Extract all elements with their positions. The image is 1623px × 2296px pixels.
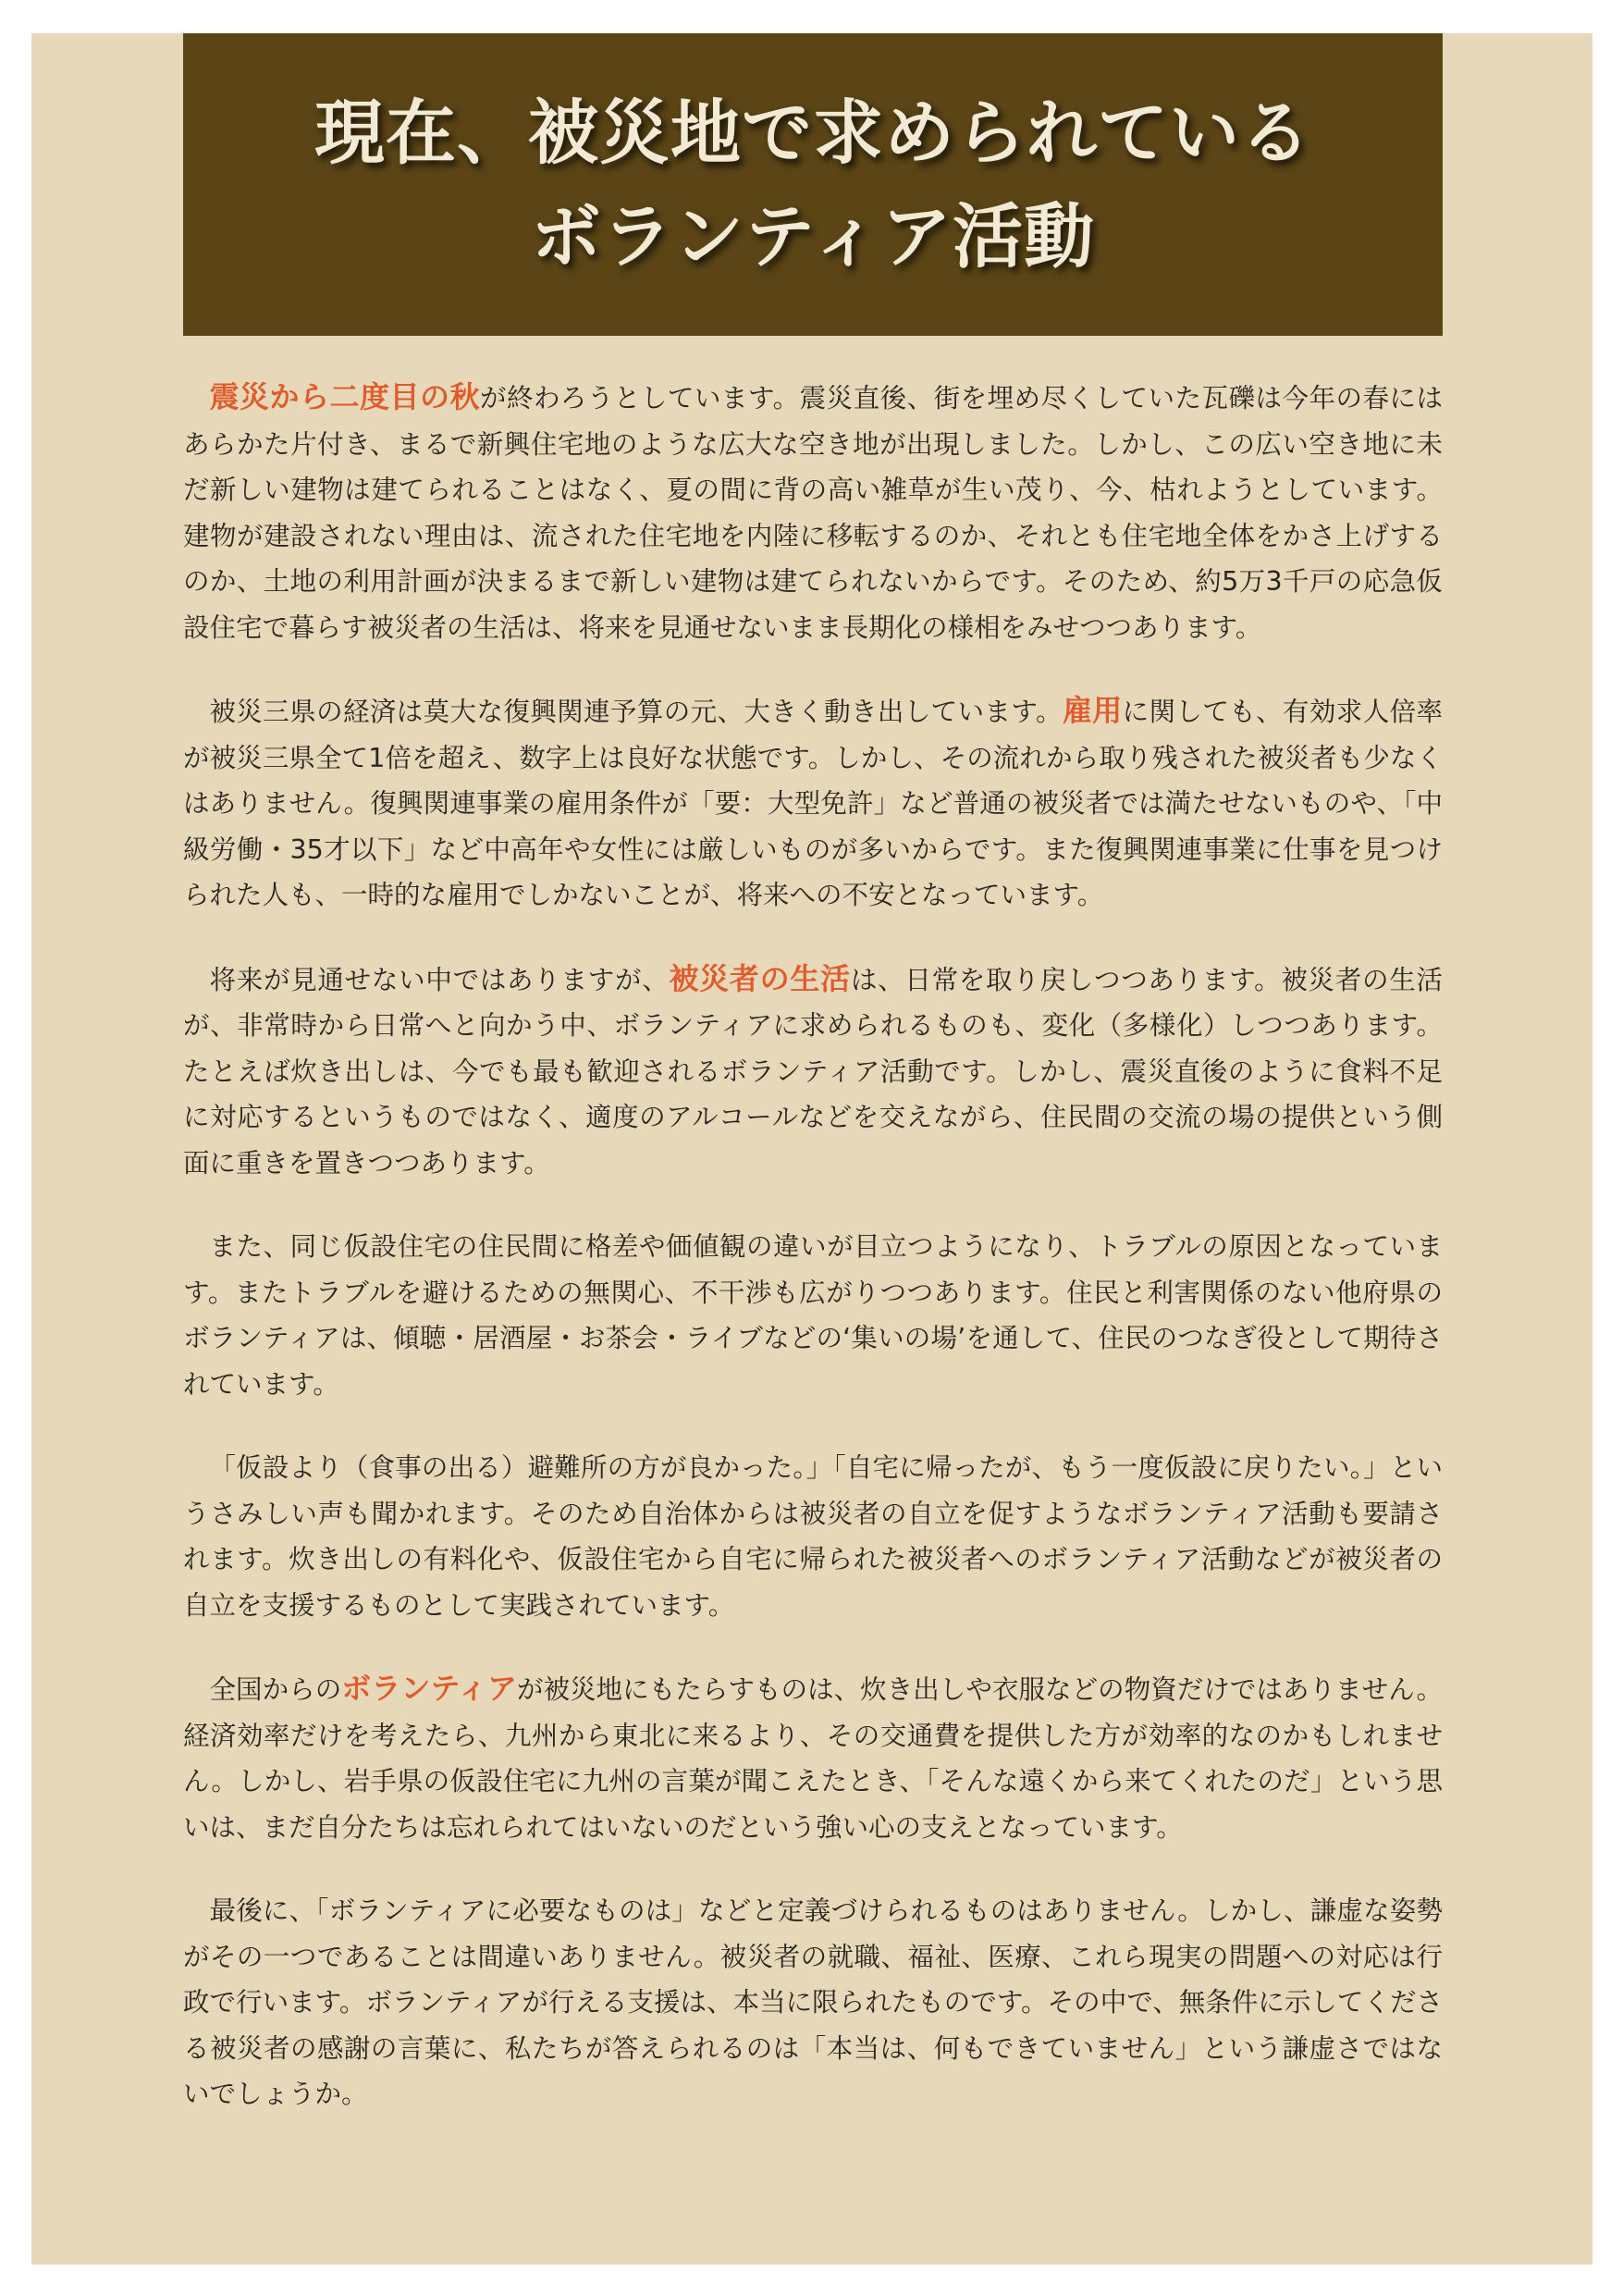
page-title-line-2: ボランティア活動 xyxy=(531,194,1095,278)
paragraph-7 xyxy=(183,1888,1443,2117)
paragraph-1-text-after: が終わろうとしています。震災直後、街を埋め尽くしていた瓦礫は今年の春にはあらかた片付き、まるで新興住宅地のような広大な空き地が出現しました。しかし、この広い空き地に未だ新しい建物は建てられることはなく、夏の間に背の高い雑草が生い茂り、今、枯れようとしています。建物が建設されない理由は、流された住宅地を内陸に移転するのか、それとも住宅地全体をかさ上げするのか、土地の利用計画が決まるまで新しい建物は建てられないからです。そのため、約5万3千戸の応急仮設住宅で暮らす被災者の生活は、将来を見通せないまま長期化の様相をみせつつあります。 xyxy=(183,383,1443,643)
paragraph-6 xyxy=(183,1666,1443,1850)
paragraph-5 xyxy=(183,1445,1443,1628)
paragraph-5-text: 「仮設より（食事の出る）避難所の方が良かった。」「自宅に帰ったが、もう一度仮設に戻りたい。」というさみしい声も聞かれます。そのため自治体からは被災者の自立を促すようなボランティア活動も要請されます。炊き出しの有料化や、仮設住宅から自宅に帰られた被災者へのボランティア活動などが被災者の自立を支援するものとして実践されています。 xyxy=(183,1452,1443,1621)
paragraph-2-text-before: 被災三県の経済は莫大な復興関連予算の元、大きく動き出しています。 xyxy=(209,697,1063,727)
article-body xyxy=(183,375,1443,2155)
title-banner xyxy=(183,33,1443,336)
paragraph-6-text-before: 全国からの xyxy=(209,1674,342,1705)
page-title-line-1: 現在、被災地で求められている xyxy=(314,91,1311,174)
paragraph-6-highlight: ボランティア xyxy=(341,1671,518,1706)
paragraph-2-highlight: 雇用 xyxy=(1062,693,1123,728)
paragraph-4 xyxy=(183,1224,1443,1407)
paragraph-7-text: 最後に、「ボランティアに必要なものは」などと定義づけられるものはありません。しかし、謙虚な姿勢がその一つであることは間違いありません。被災者の就職、福祉、医療、これら現実の問題への対応は行政で行います。ボランティアが行える支援は、本当に限られたものです。その中で、無条件に示してくださる被災者の感謝の言葉に、私たちが答えられるのは「本当は、何もできていません」という謙虚さではないでしょうか。 xyxy=(183,1895,1443,2109)
paragraph-6-text-after: が被災地にもたらすものは、炊き出しや衣服などの物資だけではありません。経済効率だけを考えたら、九州から東北に来るより、その交通費を提供した方が効率的なのかもしれません。しかし、岩手県の仮設住宅に九州の言葉が聞こえたとき、「そんな遠くから来てくれたのだ」という思いは、まだ自分たちは忘れられてはいないのだという強い心の支えとなっています。 xyxy=(183,1674,1443,1843)
paragraph-2 xyxy=(183,688,1443,919)
paragraph-3 xyxy=(183,957,1443,1187)
paragraph-2-text-after: に関しても、有効求人倍率が被災三県全て1倍を超え、数字上は良好な状態です。しかし、その流れから取り残された被災者も少なくはありません。復興関連事業の雇用条件が「要：大型免許」など普通の被災者では満たせないものや、「中級労働・35才以下」など中高年や女性には厳しいものが多いからです。また復興関連事業に仕事を見つけられた人も、一時的な雇用でしかないことが、将来への不安となっています。 xyxy=(183,697,1443,910)
paragraph-3-text-before: 将来が見通せない中ではありますが、 xyxy=(209,964,670,995)
paragraph-4-text: また、同じ仮設住宅の住民間に格差や価値観の違いが目立つようになり、トラブルの原因となっています。またトラブルを避けるための無関心、不干渉も広がりつつあります。住民と利害関係のない他府県のボランティアは、傾聴・居酒屋・お茶会・ライブなどの‘集いの場’を通して、住民のつなぎ役として期待されています。 xyxy=(183,1231,1443,1400)
paragraph-3-highlight: 被災者の生活 xyxy=(669,960,851,996)
paragraph-3-text-after: は、日常を取り戻しつつあります。被災者の生活が、非常時から日常へと向かう中、ボランティアに求められるものも、変化（多様化）しつつあります。たとえば炊き出しは、今でも最も歓迎されるボランティア活動です。しかし、震災直後のように食料不足に対応するというものではなく、適度のアルコールなどを交えながら、住民間の交流の場の提供という側面に重きを置きつつあります。 xyxy=(183,964,1443,1179)
paragraph-1 xyxy=(183,375,1443,650)
paragraph-1-highlight: 震災から二度目の秋 xyxy=(209,379,480,414)
